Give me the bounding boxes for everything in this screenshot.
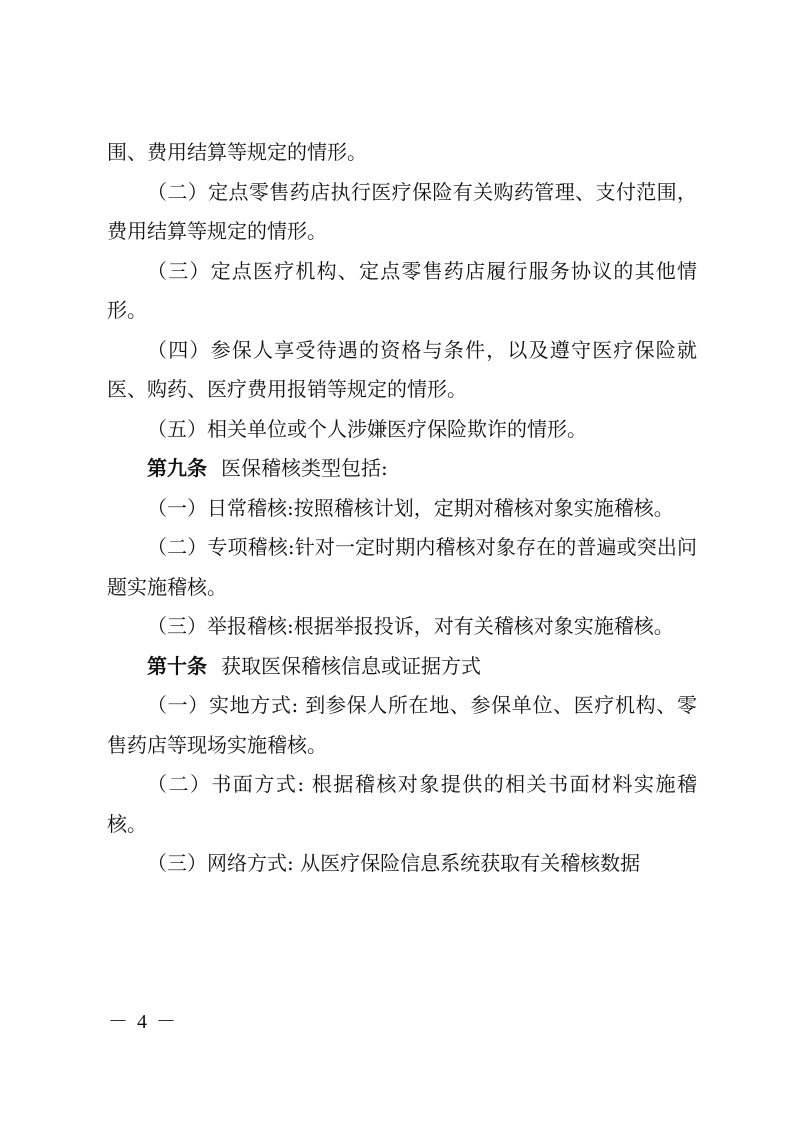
paragraph-text: （五）相关单位或个人涉嫌医疗保险欺诈的情形。: [147, 416, 587, 441]
paragraph-8: [107, 528, 697, 607]
paragraph-4: [107, 331, 697, 410]
article-number: 第十条: [147, 653, 207, 678]
paragraph-7: [107, 489, 697, 529]
paragraph-text: （一）实地方式: 到参保人所在地、参保单位、医疗机构、零售药店等现场实施稽核。: [107, 693, 697, 757]
paragraph-12: [107, 765, 697, 844]
paragraph-11: [107, 686, 697, 765]
paragraph-text: 获取医保稽核信息或证据方式: [221, 653, 481, 678]
paragraph-text: （三）举报稽核:根据举报投诉，对有关稽核对象实施稽核。: [147, 614, 674, 638]
paragraph-13: [107, 844, 697, 884]
document-body: [107, 133, 697, 884]
paragraph-text: （四）参保人享受待遇的资格与条件，以及遵守医疗保险就医、购药、医疗费用报销等规定的情形。: [107, 337, 697, 401]
article-10-heading: [107, 647, 697, 687]
paragraph-text: 医保稽核类型包括:: [221, 456, 388, 480]
paragraph-3: [107, 252, 697, 331]
paragraph-text: （二）专项稽核:针对一定时期内稽核对象存在的普遍或突出问题实施稽核。: [107, 535, 697, 599]
paragraph-text: （三）定点医疗机构、定点零售药店履行服务协议的其他情形。: [107, 258, 697, 322]
paragraph-text: （一）日常稽核:按照稽核计划，定期对稽核对象实施稽核。: [147, 495, 674, 520]
paragraph-text: 围、费用结算等规定的情形。: [107, 140, 367, 164]
paragraph-text: （三）网络方式: 从医疗保险信息系统获取有关稽核数据: [147, 851, 641, 875]
paragraph-text: （二）书面方式: 根据稽核对象提供的相关书面材料实施稽核。: [107, 772, 697, 836]
paragraph-text: （二）定点零售药店执行医疗保险有关购药管理、支付范围，费用结算等规定的情形。: [107, 179, 697, 243]
paragraph-1: [107, 133, 697, 173]
article-number: 第九条: [147, 456, 207, 480]
paragraph-9: [107, 607, 697, 647]
article-9-heading: [107, 449, 697, 489]
page-number: － 4 －: [108, 1011, 178, 1033]
paragraph-5: [107, 410, 697, 450]
paragraph-2: [107, 173, 697, 252]
